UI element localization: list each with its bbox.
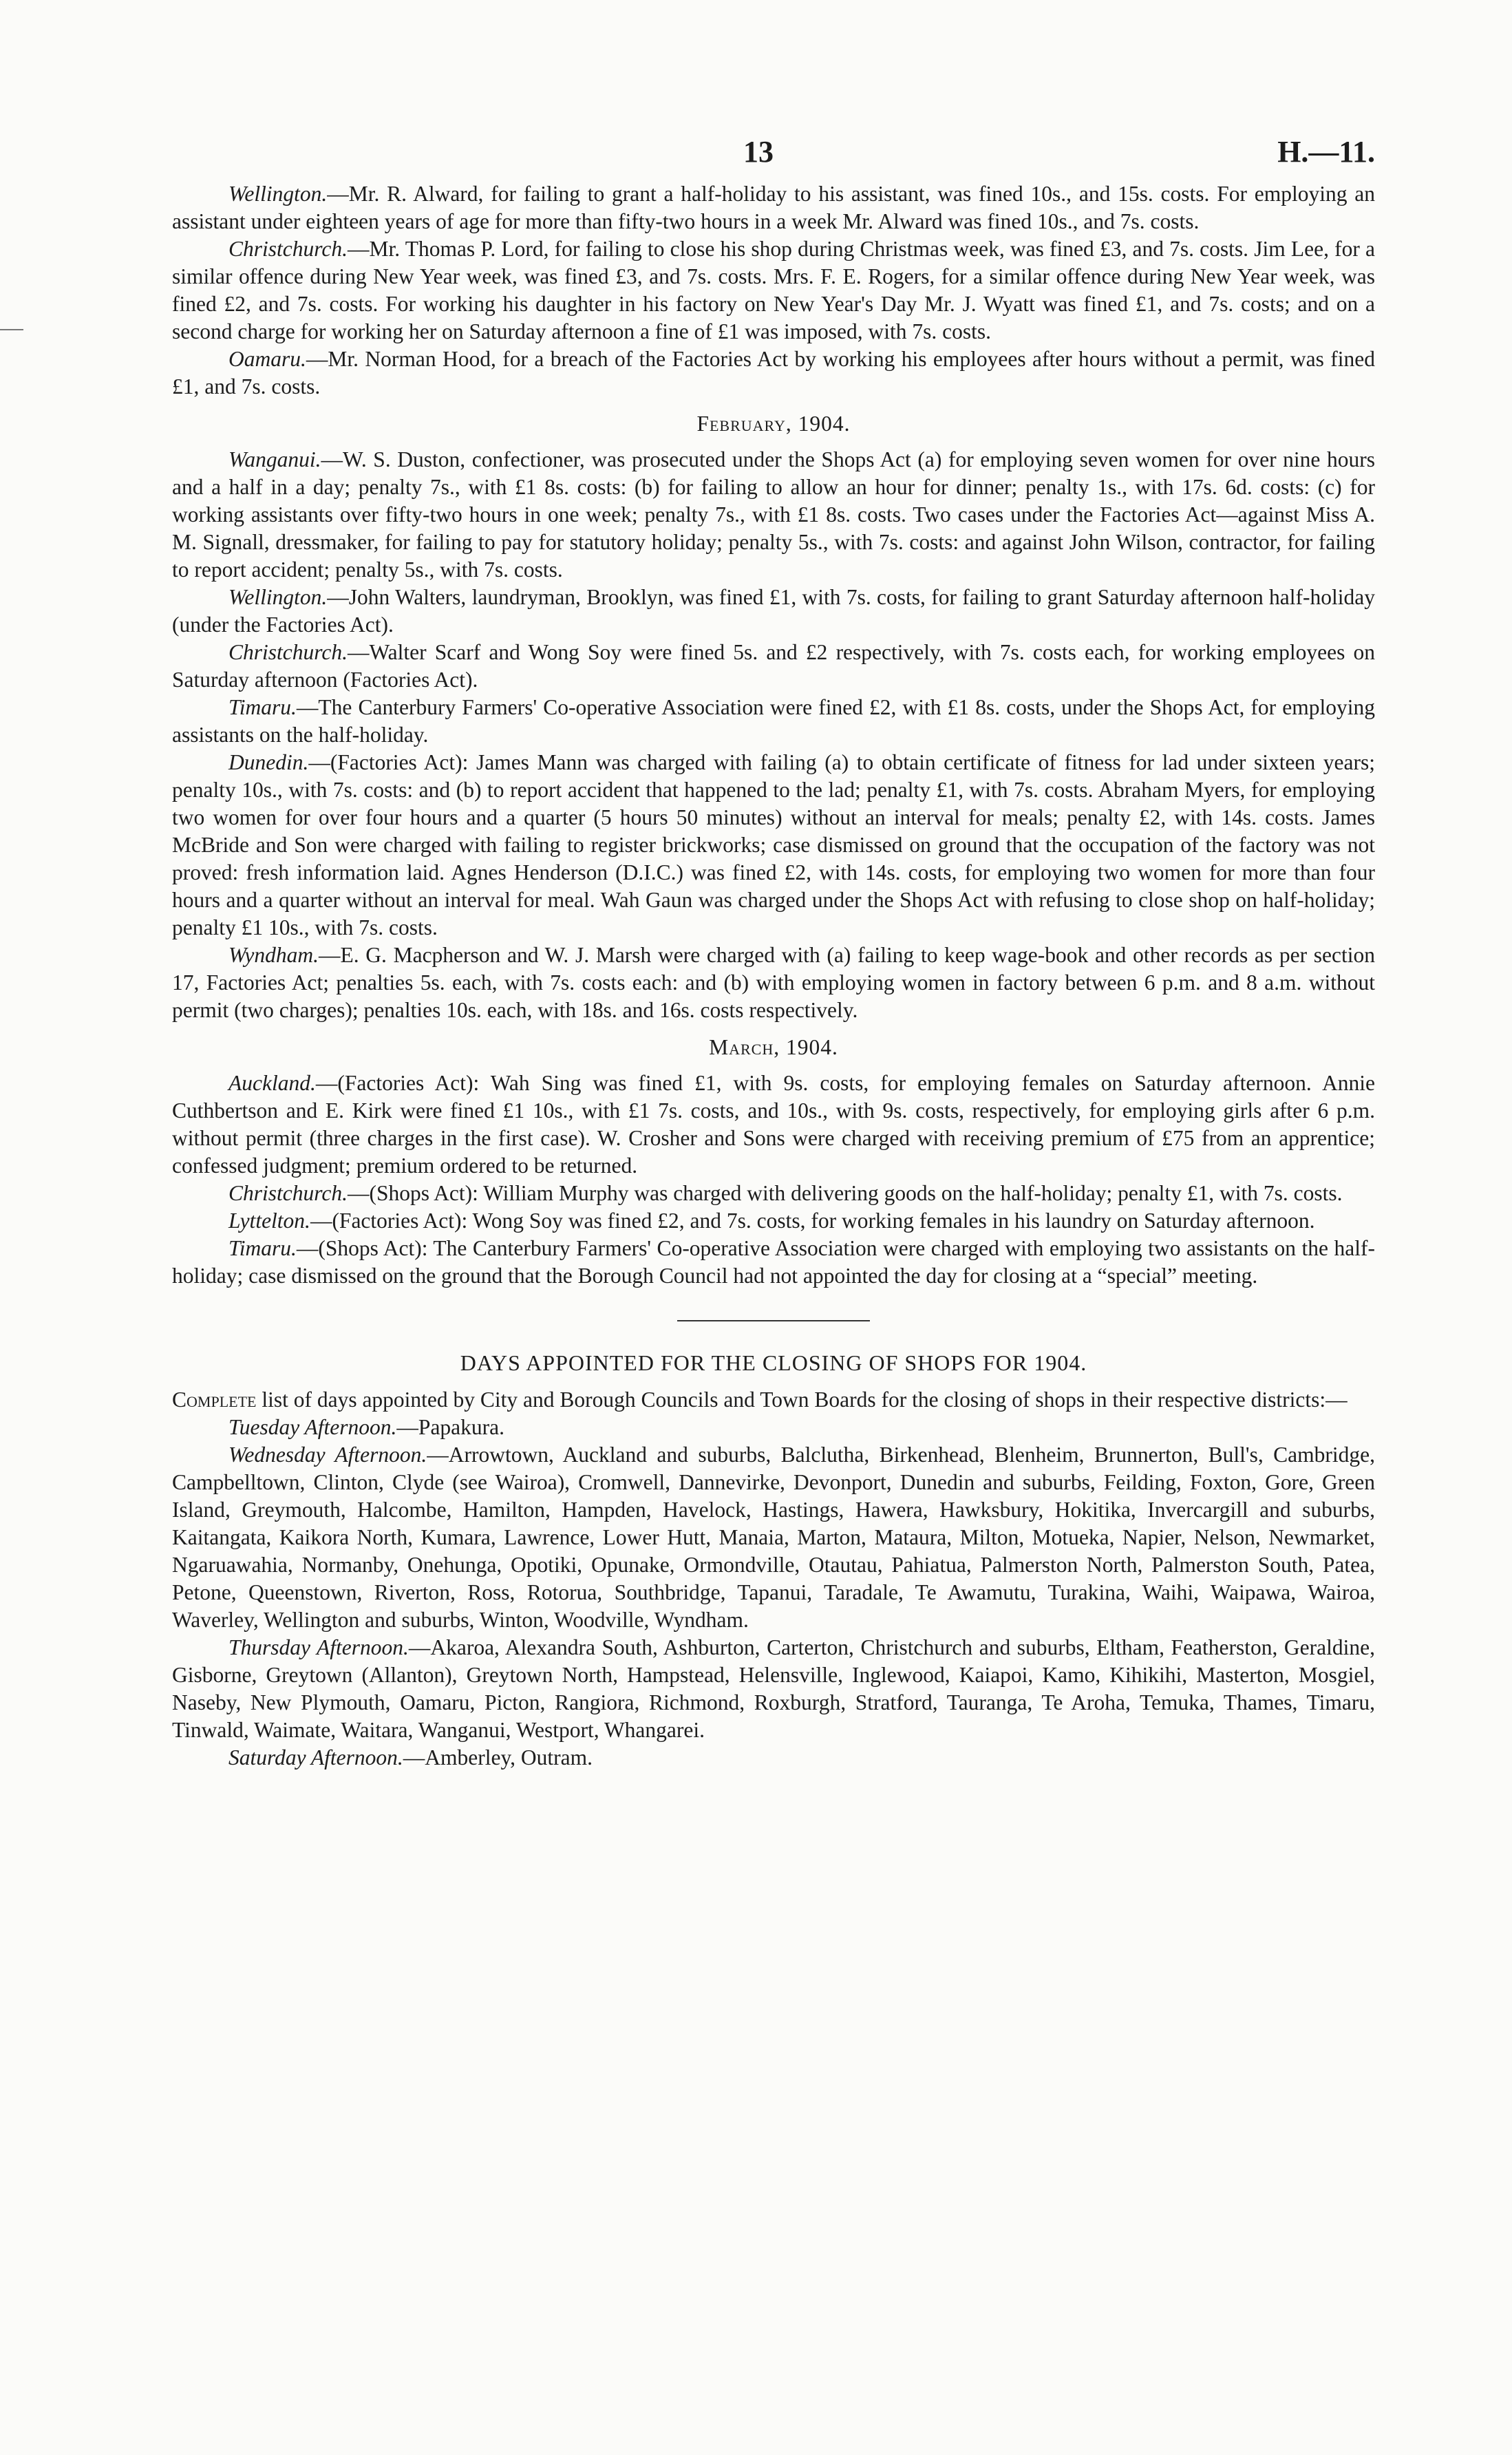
- entry-text: —(Factories Act): Wah Sing was fined £1, with 9s. costs, for employing females on Saturday afternoon. Annie Cuthbertson and E. Kirk were fined £1 10s., with £1 7s. costs, and 10s., with 9s. costs, respectively, for employing girls after 6 p.m. without permit (three charges in the first case). W. Crosher and Sons were charged with receiving premium of £75 from an apprentice; confessed judgment; premium ordered to be returned.: [172, 1071, 1375, 1178]
- document-body: [172, 180, 1375, 1772]
- month-heading-february: February, 1904.: [696, 412, 851, 436]
- closing-day-entry: [172, 1414, 1375, 1441]
- entry-paragraph: [172, 1070, 1375, 1180]
- entry-paragraph: [172, 749, 1375, 942]
- entry-paragraph: [172, 1235, 1375, 1290]
- margin-mark: [0, 329, 23, 330]
- entry-text: —(Factories Act): James Mann was charged with failing (a) to obtain certificate of fitness for lad under sixteen years; penalty 10s., with 7s. costs: and (b) to report accident that happened to the lad; penalty £1, with 7s. costs. Abraham Myers, for employing two women for over four hours and a quarter (5 hours 50 minutes) without an interval for meals; penalty £2, with 14s. costs. James McBride and Son were charged with failing to register brickworks; case dismissed on ground that the occupation of the factory was not proved: fresh information laid. Agnes Henderson (D.I.C.) was fined £2, with 14s. costs, for employing two women for more than four hours and a quarter without an interval for meal. Wah Gaun was charged under the Shops Act with refusing to close shop on half-holiday; penalty £1 10s., with 7s. costs.: [172, 750, 1375, 939]
- entry-text: —(Shops Act): William Murphy was charged with delivering goods on the half-holiday; penalty £1, with 7s. costs.: [347, 1181, 1343, 1205]
- place-name: Christchurch.: [228, 237, 348, 261]
- place-name: Christchurch.: [228, 1181, 348, 1205]
- entry-paragraph: [172, 1207, 1375, 1235]
- entry-paragraph: [172, 446, 1375, 584]
- town-list: —Amberley, Outram.: [403, 1745, 593, 1769]
- day-label: Tuesday Afternoon.: [228, 1415, 397, 1439]
- intro-lead-word: Complete: [172, 1388, 257, 1412]
- closing-day-entry: [172, 1441, 1375, 1634]
- place-name: Lyttelton.: [228, 1209, 310, 1233]
- place-name: Christchurch.: [228, 640, 348, 664]
- entry-paragraph: [172, 942, 1375, 1024]
- place-name: Dunedin.: [228, 750, 309, 774]
- entry-text: —John Walters, laundryman, Brooklyn, was fined £1, with 7s. costs, for failing to grant Saturday afternoon half-holiday (under the Factories Act).: [172, 585, 1375, 637]
- entry-paragraph: [172, 584, 1375, 639]
- entry-paragraph: [172, 639, 1375, 694]
- closing-day-entry: [172, 1744, 1375, 1772]
- section-divider: [677, 1320, 870, 1321]
- day-label: Saturday Afternoon.: [228, 1745, 403, 1769]
- place-name: Wanganui.: [228, 447, 321, 471]
- entry-paragraph: [172, 694, 1375, 749]
- entry-text: —(Shops Act): The Canterbury Farmers' Co-operative Association were charged with employing two assistants on the half-holiday; case dismissed on the ground that the Borough Council had not appointed the day for closing at a “special” meeting.: [172, 1236, 1375, 1288]
- entry-text: —The Canterbury Farmers' Co-operative Association were fined £2, with £1 8s. costs, under the Shops Act, for employing assistants on the half-holiday.: [172, 695, 1375, 747]
- town-list: —Papakura.: [396, 1415, 504, 1439]
- entry-text: —Walter Scarf and Wong Soy were fined 5s. and £2 respectively, with 7s. costs each, for working employees on Saturday afternoon (Factories Act).: [172, 640, 1375, 692]
- place-name: Wellington.: [228, 585, 328, 609]
- place-name: Timaru.: [228, 1236, 297, 1260]
- entry-paragraph: [172, 1180, 1375, 1207]
- town-list: —Arrowtown, Auckland and suburbs, Balclutha, Birkenhead, Blenheim, Brunnerton, Bull's, Cambridge, Campbelltown, Clinton, Clyde (see Wairoa), Cromwell, Dannevirke, Devonport, Dunedin and suburbs, Feilding, Foxton, Gore, Green Island, Greymouth, Halcombe, Hamilton, Hampden, Havelock, Hastings, Hawera, Hawksbury, Hokitika, Invercargill and suburbs, Kaitangata, Kaikora North, Kumara, Lawrence, Lower Hutt, Manaia, Marton, Mataura, Milton, Motueka, Napier, Nelson, Newmarket, Ngaruawahia, Normanby, Onehunga, Opotiki, Opunake, Ormondville, Otautau, Pahiatua, Palmerston North, Palmerston South, Patea, Petone, Queenstown, Riverton, Ross, Rotorua, Southbridge, Tapanui, Taradale, Te Awamutu, Turakina, Waihi, Waipawa, Wairoa, Waverley, Wellington and suburbs, Winton, Woodville, Wyndham.: [172, 1443, 1375, 1632]
- intro-paragraph: [172, 1386, 1375, 1414]
- day-label: Wednesday Afternoon.: [228, 1443, 427, 1467]
- entry-text: —Mr. R. Alward, for failing to grant a half-holiday to his assistant, was fined 10s., and 15s. costs. For employing an assistant under eighteen years of age for more than fifty-two hours in a week Mr. Alward was fined 10s., and 7s. costs.: [172, 182, 1375, 233]
- entry-text: —Mr. Thomas P. Lord, for failing to close his shop during Christmas week, was fined £3, and 7s. costs. Jim Lee, for a similar offence during New Year week, was fined £3, and 7s. costs. Mrs. F. E. Rogers, for a similar offence during New Year week, was fined £2, and 7s. costs. For working his daughter in his factory on New Year's Day Mr. J. Wyatt was fined £1, and 7s. costs; and on a second charge for working her on Saturday afternoon a fine of £1 was imposed, with 7s. costs.: [172, 237, 1375, 343]
- closing-day-entry: [172, 1634, 1375, 1744]
- entry-text: —Mr. Norman Hood, for a breach of the Factories Act by working his employees after hours without a permit, was fined £1, and 7s. costs.: [172, 347, 1375, 398]
- month-heading-march: March, 1904.: [709, 1035, 838, 1059]
- document-reference: H.—11.: [1277, 135, 1375, 169]
- place-name: Timaru.: [228, 695, 297, 719]
- place-name: Auckland.: [228, 1071, 316, 1095]
- entry-paragraph: [172, 235, 1375, 346]
- entry-paragraph: [172, 346, 1375, 401]
- place-name: Wellington.: [228, 182, 328, 206]
- day-label: Thursday Afternoon.: [228, 1635, 409, 1659]
- page-header: [172, 134, 1375, 176]
- town-list: —Akaroa, Alexandra South, Ashburton, Carterton, Christchurch and suburbs, Eltham, Featherston, Geraldine, Gisborne, Greytown (Allanton), Greytown North, Hampstead, Helensville, Inglewood, Kaiapoi, Kamo, Kihikihi, Masterton, Mosgiel, Naseby, New Plymouth, Oamaru, Picton, Rangiora, Richmond, Roxburgh, Stratford, Tauranga, Te Aroha, Temuka, Thames, Timaru, Tinwald, Waimate, Waitara, Wanganui, Westport, Whangarei.: [172, 1635, 1375, 1742]
- entry-paragraph: [172, 180, 1375, 235]
- entry-text: —(Factories Act): Wong Soy was fined £2, and 7s. costs, for working females in his laundry on Saturday afternoon.: [310, 1209, 1315, 1233]
- intro-text: list of days appointed by City and Borough Councils and Town Boards for the closing of shops in their respective districts:—: [256, 1388, 1348, 1412]
- place-name: Wyndham.: [228, 943, 319, 967]
- entry-text: —E. G. Macpherson and W. J. Marsh were charged with (a) failing to keep wage-book and other records as per section 17, Factories Act; penalties 5s. each, with 7s. costs each: and (b) with employing women in factory between 6 p.m. and 8 a.m. without permit (two charges); penalties 10s. each, with 18s. and 16s. costs respectively.: [172, 943, 1375, 1022]
- place-name: Oamaru.: [228, 347, 306, 371]
- entry-text: —W. S. Duston, confectioner, was prosecuted under the Shops Act (a) for employing seven women for over nine hours and a half in a day; penalty 7s., with £1 8s. costs: (b) for failing to allow an hour for dinner; penalty 1s., with 17s. 6d. costs: (c) for working assistants over fifty-two hours in one week; penalty 7s., with £1 8s. costs. Two cases under the Factories Act—against Miss A. M. Signall, dressmaker, for failing to pay for statutory holiday; penalty 5s., with 7s. costs: and against John Wilson, contractor, for failing to report accident; penalty 5s., with 7s. costs.: [172, 447, 1375, 582]
- page-number: 13: [743, 135, 774, 169]
- section-title: DAYS APPOINTED FOR THE CLOSING OF SHOPS FOR 1904.: [460, 1350, 1087, 1375]
